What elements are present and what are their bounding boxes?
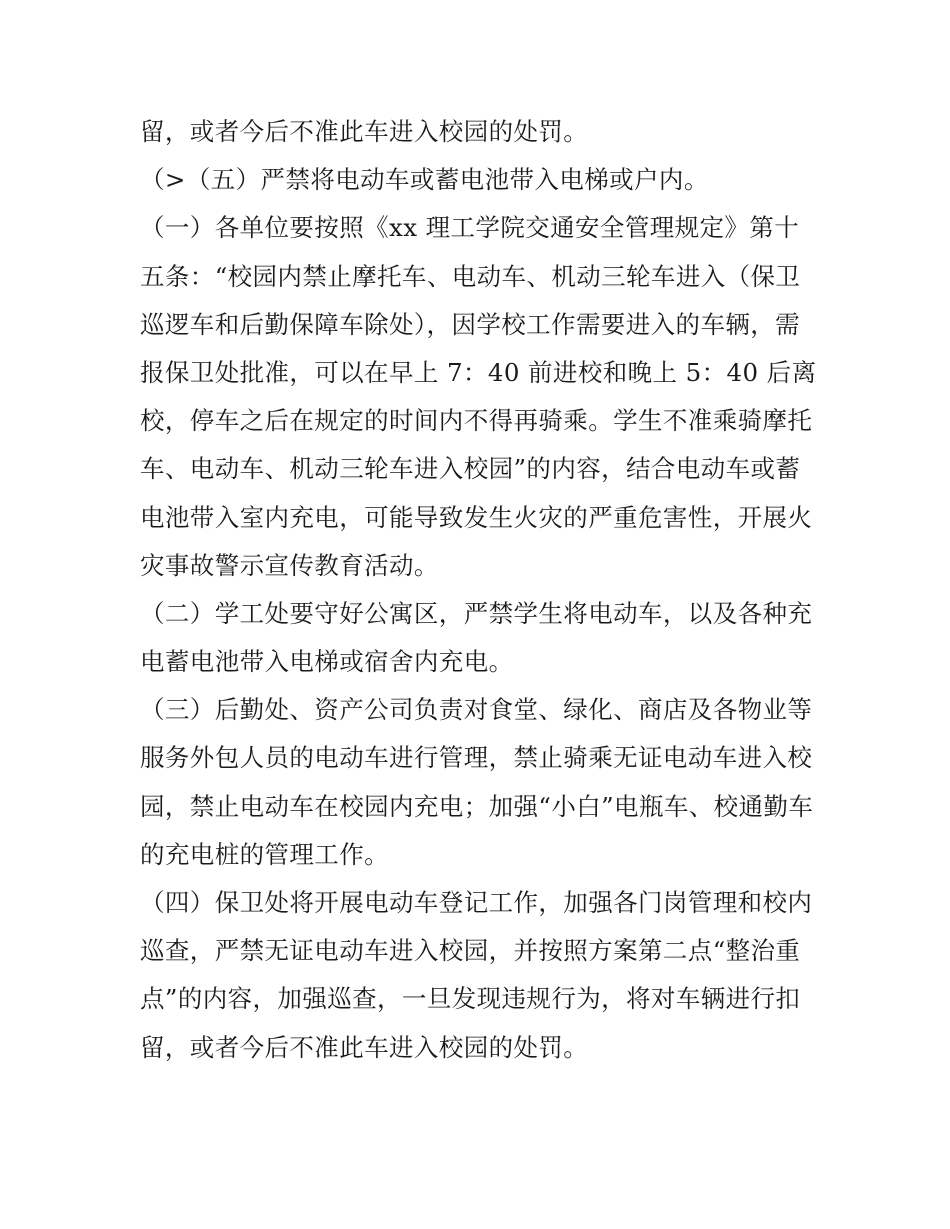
text-line: 五条：“校园内禁止摩托车、电动车、机动三轮车进入（保卫 <box>140 261 801 291</box>
text-line: （一）各单位要按照《xx 理工学院交通安全管理规定》第十 <box>140 213 800 243</box>
text-line: 巡逻车和后勤保障车除处），因学校工作需要进入的车辆，需 <box>140 309 801 339</box>
text-line: 车、电动车、机动三轮车进入校园”的内容，结合电动车或蓄 <box>140 454 801 484</box>
document-body <box>140 108 817 1072</box>
text-line: 校，停车之后在规定的时间内不得再骑乘。学生不准乘骑摩托 <box>140 406 813 436</box>
text-line: 灾事故警示宣传教育活动。 <box>140 550 439 580</box>
text-line: 巡查，严禁无证电动车进入校园，并按照方案第二点“整治重 <box>140 936 801 966</box>
text-line: 电池带入室内充电，可能导致发生火灾的严重危害性，开展火 <box>140 502 813 532</box>
text-line: （四）保卫处将开展电动车登记工作，加强各门岗管理和校内 <box>140 888 813 917</box>
text-line: 电蓄电池带入电梯或宿舍内充电。 <box>140 647 514 677</box>
text-line: 园，禁止电动车在校园内充电；加强“小白”电瓶车、校通勤车 <box>140 791 814 821</box>
text-line: 留，或者今后不准此车进入校园的处罚。 <box>140 117 589 146</box>
text-line: （三）后勤处、资产公司负责对食堂、绿化、商店及各物业等 <box>140 695 813 725</box>
text-line: 的充电桩的管理工作。 <box>140 839 389 869</box>
text-line: （二）学工处要守好公寓区，严禁学生将电动车，以及各种充 <box>140 598 813 628</box>
text-line: （>（五）严禁将电动车或蓄电池带入电梯或户内。 <box>140 165 709 195</box>
text-line: 留，或者今后不准此车进入校园的处罚。 <box>140 1032 589 1062</box>
text-line: 服务外包人员的电动车进行管理，禁止骑乘无证电动车进入校 <box>140 743 813 773</box>
text-line: 报保卫处批准，可以在早上 7：40 前进校和晚上 5：40 后离 <box>140 357 817 387</box>
text-line: 点”的内容，加强巡查，一旦发现违规行为，将对车辆进行扣 <box>140 984 801 1014</box>
